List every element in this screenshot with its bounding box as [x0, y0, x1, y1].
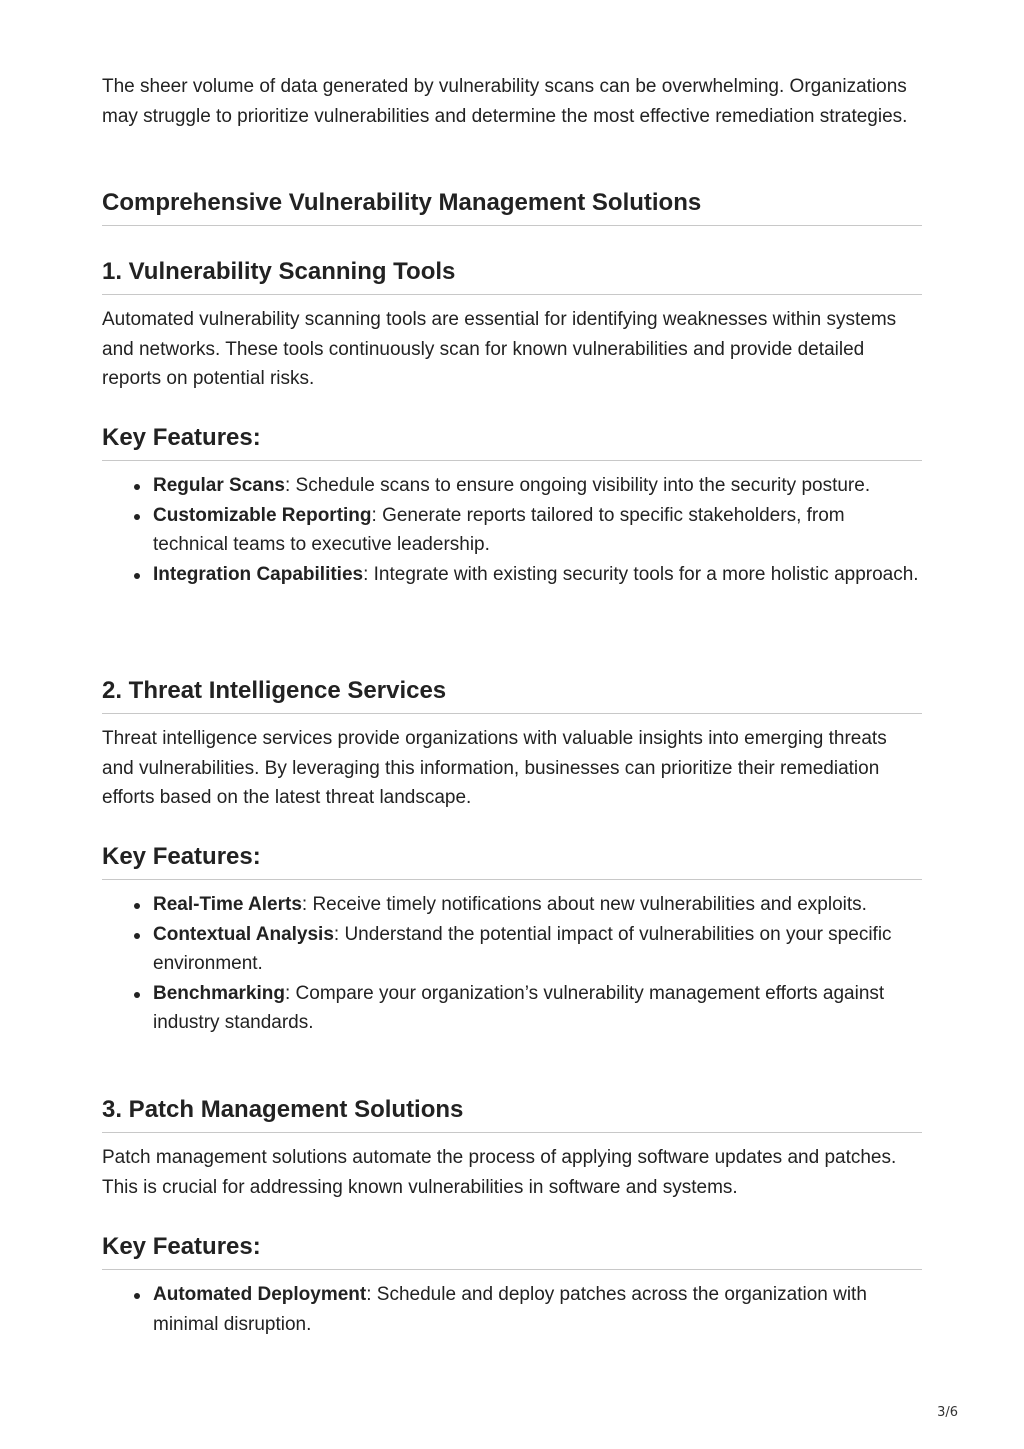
- feature-term: Customizable Reporting: [153, 504, 372, 526]
- section-2-features-title: Key Features:: [102, 843, 922, 880]
- feature-desc: : Generate reports tailored to specific stakeholders, from technical teams to executive leadership.: [153, 504, 845, 555]
- bullet-icon: [134, 992, 140, 998]
- list-item: [153, 1280, 922, 1339]
- bullet-icon: [134, 514, 140, 520]
- feature-desc: : Compare your organization’s vulnerability management efforts against industry standards.: [153, 982, 885, 1033]
- section-2-feature-list: [102, 890, 922, 1038]
- feature-term: Regular Scans: [153, 475, 285, 496]
- list-item: [153, 890, 922, 920]
- section-1-feature-list: [102, 471, 922, 589]
- feature-desc: : Receive timely notifications about new vulnerabilities and exploits.: [301, 894, 867, 915]
- list-item: [153, 471, 922, 501]
- section-3-body: Patch management solutions automate the process of applying software updates and patches. This is crucial for addressing known vulnerabilities in software and systems.: [102, 1147, 897, 1198]
- bullet-icon: [134, 573, 140, 579]
- section-3-feature-list: [102, 1280, 922, 1339]
- intro-paragraph: The sheer volume of data generated by vulnerability scans can be overwhelming. Organizations may struggle to prioritize vulnerabilities and determine the most effective remediation strategies.: [102, 76, 908, 127]
- section-1-title: 1. Vulnerability Scanning Tools: [102, 258, 922, 295]
- section-3: [102, 1096, 922, 1202]
- feature-term: Automated Deployment: [153, 1284, 367, 1305]
- section-1-body: Automated vulnerability scanning tools are essential for identifying weaknesses within systems and networks. These tools continuously scan for known vulnerabilities and provide detailed reports on potential risks.: [102, 309, 897, 389]
- section-2: [102, 677, 922, 813]
- section-3-title: 3. Patch Management Solutions: [102, 1096, 922, 1133]
- section-2-body: Threat intelligence services provide organizations with valuable insights into emerging threats and vulnerabilities. By leveraging this information, businesses can prioritize their remediation efforts based on the latest threat landscape.: [102, 728, 887, 808]
- section-2-features: [102, 843, 922, 1038]
- section-2-title: 2. Threat Intelligence Services: [102, 677, 922, 714]
- list-item: [153, 501, 922, 560]
- bullet-icon: [134, 903, 140, 909]
- feature-term: Real-Time Alerts: [153, 894, 302, 915]
- section-1-features-title: Key Features:: [102, 424, 922, 461]
- section-heading: Comprehensive Vulnerability Management Solutions: [102, 189, 922, 226]
- feature-desc: : Schedule scans to ensure ongoing visibility into the security posture.: [285, 475, 871, 496]
- feature-desc: : Integrate with existing security tools for a more holistic approach.: [363, 563, 919, 585]
- bullet-icon: [134, 933, 140, 939]
- section-3-features: [102, 1233, 922, 1339]
- bullet-icon: [134, 1293, 140, 1299]
- section-3-features-title: Key Features:: [102, 1233, 922, 1270]
- section-1: [102, 258, 922, 394]
- list-item: [153, 979, 922, 1038]
- feature-term: Integration Capabilities: [153, 563, 364, 585]
- feature-desc: : Schedule and deploy patches across the organization with minimal disruption.: [153, 1284, 867, 1335]
- bullet-icon: [134, 484, 140, 490]
- section-heading-block: [102, 189, 922, 226]
- list-item: [153, 560, 922, 590]
- feature-term: Benchmarking: [153, 982, 285, 1004]
- feature-term: Contextual Analysis: [153, 923, 334, 945]
- feature-desc: : Understand the potential impact of vulnerabilities on your specific environment.: [153, 923, 892, 974]
- section-1-features: [102, 424, 922, 589]
- page-number: 3/6: [937, 1405, 958, 1420]
- list-item: [153, 920, 922, 979]
